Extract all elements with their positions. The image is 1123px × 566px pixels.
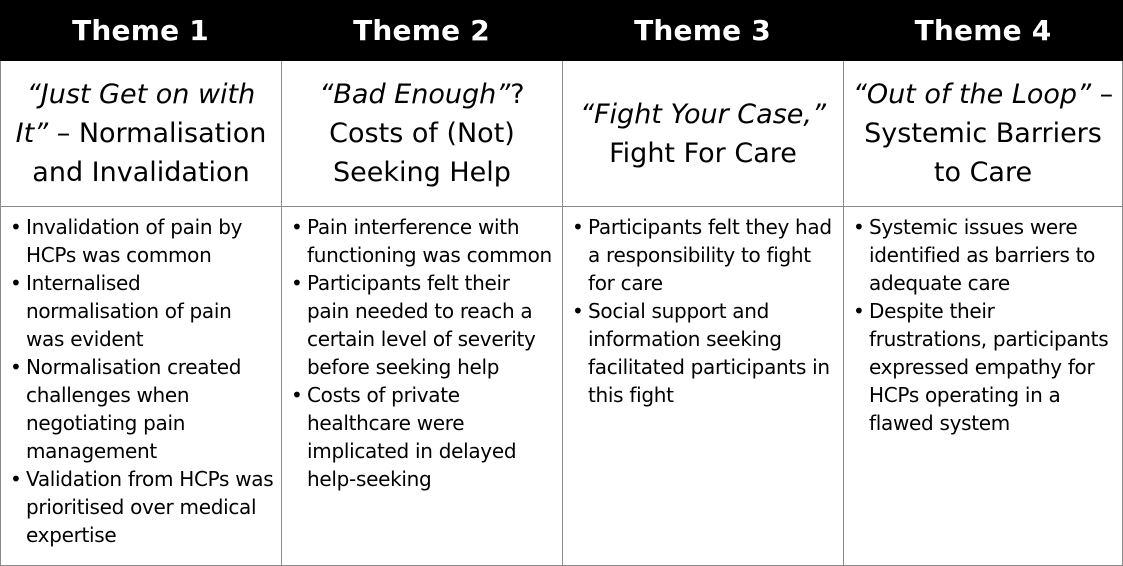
bullet-icon: • [291,215,303,239]
theme-3-title-text: Fight For Care [609,137,797,169]
bullet-text: Costs of private healthcare were implicated in delayed help-seeking [307,383,517,491]
theme-2-bullet-list [290,213,556,493]
bullet-text: Normalisation created challenges when negotiating pain management [26,355,242,463]
bullet-text: Social support and information seeking facilitated participants in this fight [588,299,830,407]
theme-2-findings [281,207,562,566]
bullet-item [9,269,275,353]
bullet-text: Despite their frustrations, participants expressed empathy for HCPs operating in a flawed system [869,299,1109,435]
bullet-text: Validation from HCPs was prioritised over medical expertise [26,467,274,547]
theme-1-bullet-list [9,213,275,549]
bullet-item [852,213,1116,297]
theme-1-findings [0,207,281,566]
theme-3-bullet-list [571,213,837,409]
theme-1-header: Theme 1 [0,0,281,61]
bullet-text: Participants felt their pain needed to reach a certain level of severity before seeking help [307,271,536,379]
bullet-icon: • [853,299,865,323]
bullet-icon: • [572,299,584,323]
bullet-item [571,297,837,409]
bullet-item [571,213,837,297]
theme-4-bullet-list [852,213,1116,437]
bullet-text: Systemic issues were identified as barriers to adequate care [869,215,1096,295]
theme-2-header: Theme 2 [281,0,562,61]
bullet-icon: • [10,215,22,239]
theme-3-header: Theme 3 [562,0,843,61]
bullet-text: Invalidation of pain by HCPs was common [26,215,243,267]
bullet-icon: • [572,215,584,239]
bullet-item [290,213,556,269]
bullet-item [290,269,556,381]
theme-4-findings [843,207,1123,566]
bullet-icon: • [10,355,22,379]
bullet-icon: • [10,467,22,491]
theme-2-title-quote: “Bad Enough” [319,79,511,110]
bullet-icon: • [853,215,865,239]
theme-2-title [281,61,562,207]
theme-2-title-text: ? Costs of (Not) Seeking Help [329,79,525,188]
bullet-item [9,353,275,465]
bullet-icon: • [291,271,303,295]
bullet-item [852,297,1116,437]
bullet-text: Participants felt they had a responsibility to fight for care [588,215,832,295]
bullet-icon: • [291,383,303,407]
theme-3-findings [562,207,843,566]
bullet-text: Pain interference with functioning was common [307,215,552,267]
theme-1-title [0,61,281,207]
theme-1-title-text: – Normalisation and Invalidation [32,118,267,188]
theme-4-title-text: – Systemic Barriers to Care [864,79,1114,188]
theme-4-header: Theme 4 [843,0,1123,61]
bullet-icon: • [10,271,22,295]
theme-3-title [562,61,843,207]
bullet-item [290,381,556,493]
bullet-item [9,465,275,549]
theme-4-title [843,61,1123,207]
bullet-text: Internalised normalisation of pain was evident [26,271,232,351]
theme-3-title-quote: “Fight Your Case,” [580,98,826,130]
bullet-item [9,213,275,269]
theme-1-title-quote: “Just Get on with It” [15,79,256,149]
theme-4-title-quote: “Out of the Loop” [852,79,1092,110]
